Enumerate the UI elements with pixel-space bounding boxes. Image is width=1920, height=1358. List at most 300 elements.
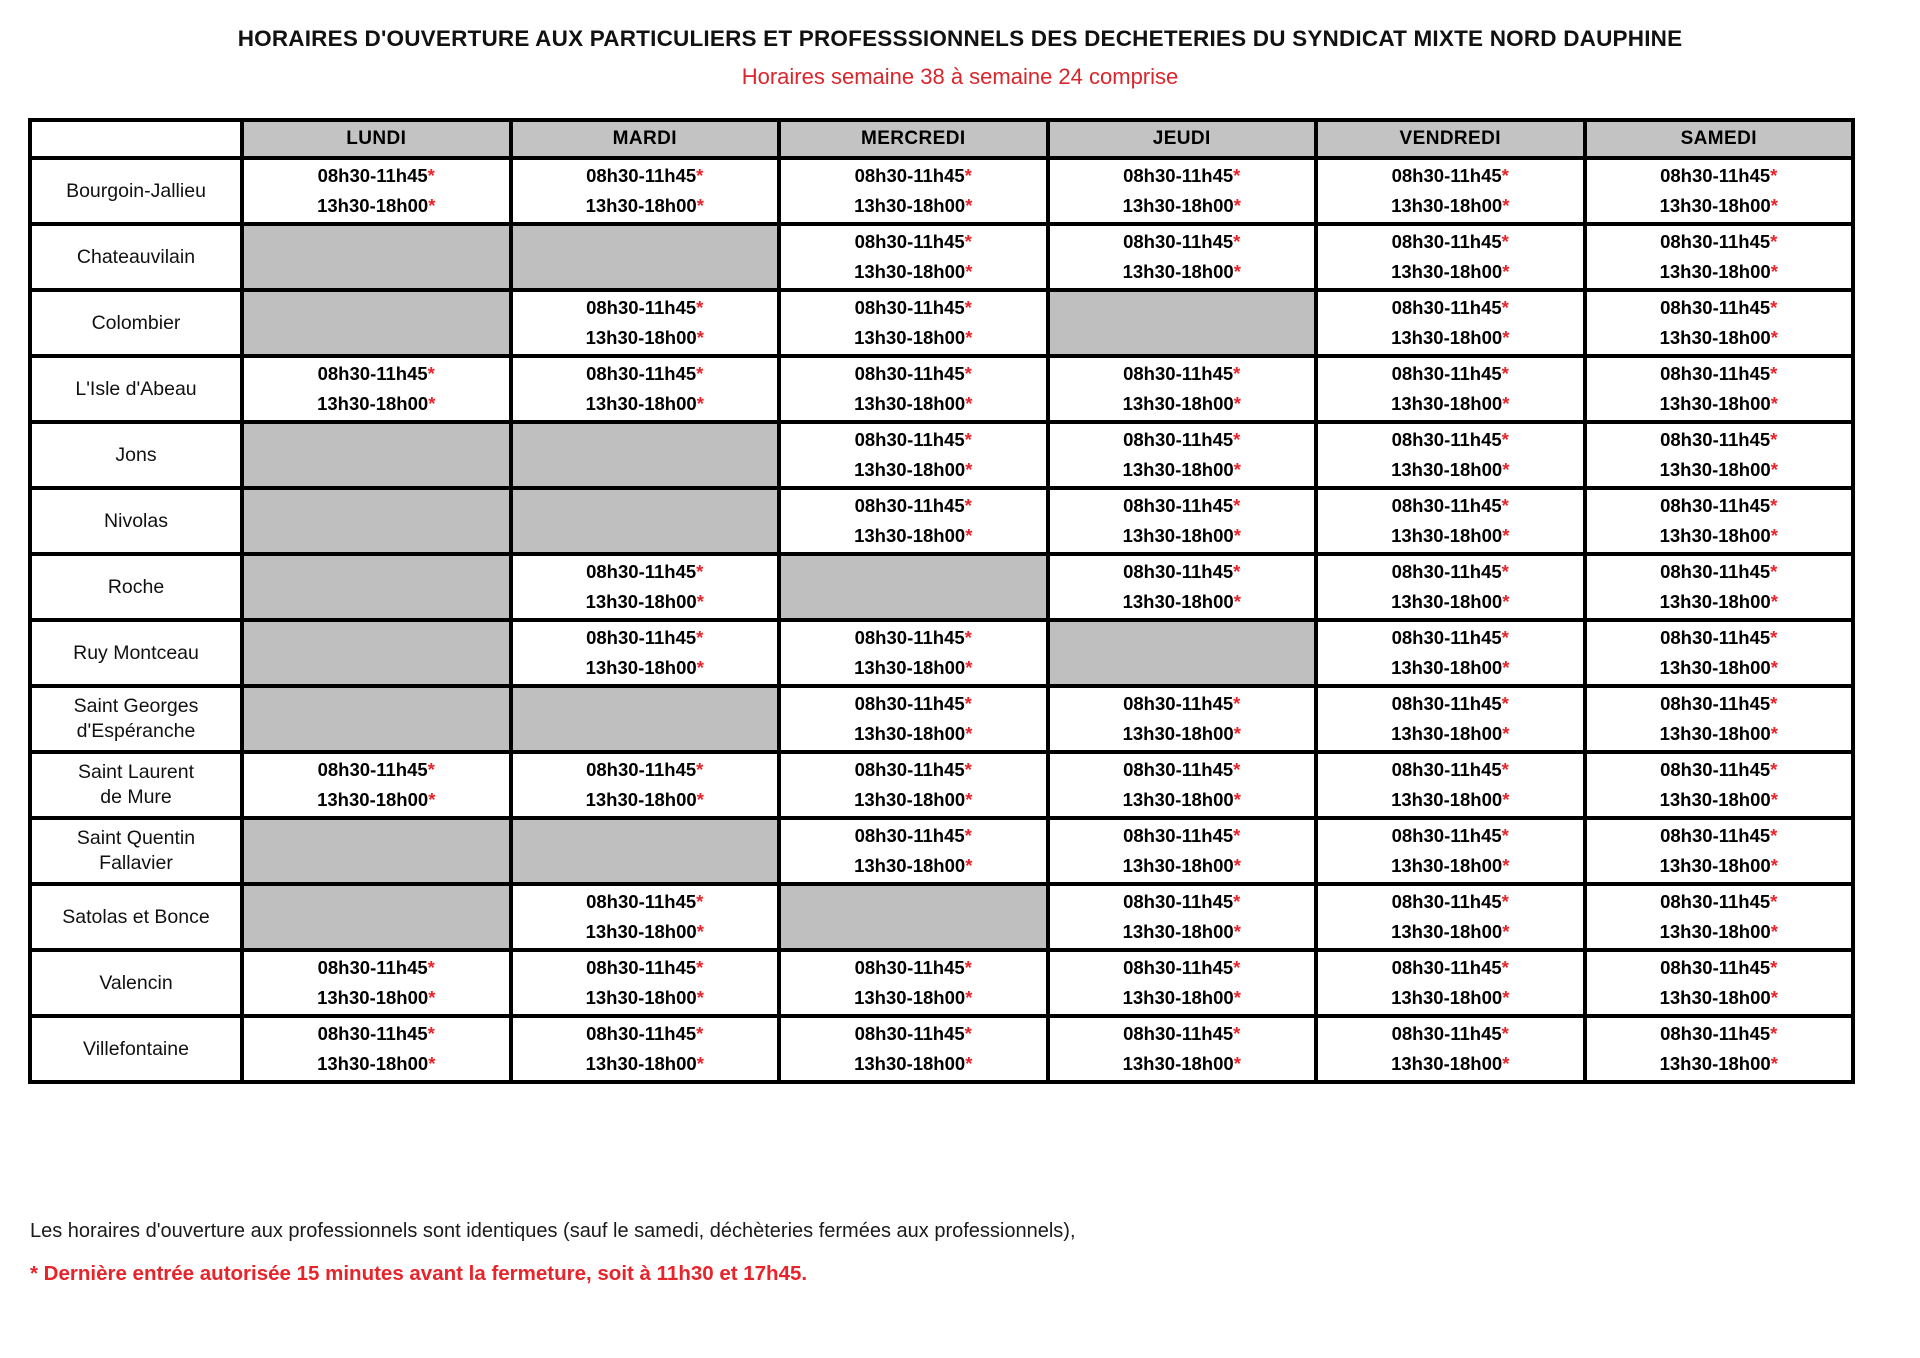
slot-afternoon-text: 13h30-18h00 [317, 393, 429, 414]
last-entry-asterisk: * [1501, 627, 1509, 649]
slot-morning-text: 08h30-11h45 [1660, 759, 1771, 781]
schedule-cell-open [1050, 160, 1315, 222]
slot-morning-text: 08h30-11h45 [1660, 495, 1771, 517]
last-entry-asterisk: * [1770, 1023, 1778, 1045]
last-entry-asterisk: * [696, 921, 704, 942]
last-entry-asterisk: * [964, 825, 972, 847]
site-name-cell [32, 754, 240, 816]
schedule-cell-closed [244, 622, 509, 684]
slot-morning-text: 08h30-11h45 [1391, 165, 1502, 187]
slot-morning [513, 887, 778, 917]
last-entry-asterisk: * [964, 957, 972, 979]
schedule-table-body [32, 160, 1851, 1080]
slot-morning-text: 08h30-11h45 [1391, 1023, 1502, 1045]
slot-afternoon [1318, 1049, 1583, 1079]
schedule-cell-open [781, 424, 1046, 486]
slot-afternoon-text: 13h30-18h00 [317, 1053, 429, 1074]
last-entry-asterisk: * [1502, 1053, 1510, 1074]
slot-morning [781, 623, 1046, 653]
schedule-cell-open [1050, 490, 1315, 552]
slot-morning [1050, 425, 1315, 455]
schedule-cell-open [1587, 820, 1852, 882]
last-entry-asterisk: * [965, 657, 973, 678]
last-entry-asterisk: * [965, 723, 973, 744]
last-entry-asterisk: * [1770, 561, 1778, 583]
last-entry-asterisk: * [427, 1023, 435, 1045]
slot-morning-text: 08h30-11h45 [1391, 297, 1502, 319]
schedule-cell-open [513, 952, 778, 1014]
slot-afternoon [1587, 521, 1852, 551]
day-header-mardi: MARDI [513, 122, 778, 156]
schedule-cell-open [781, 688, 1046, 750]
last-entry-asterisk: * [1770, 195, 1778, 216]
slot-morning [1587, 227, 1852, 257]
last-entry-asterisk: * [1233, 459, 1241, 480]
slot-morning [513, 623, 778, 653]
slot-afternoon [1050, 257, 1315, 287]
slot-morning [781, 1019, 1046, 1049]
schedule-cell-closed [513, 820, 778, 882]
slot-afternoon [513, 587, 778, 617]
last-entry-asterisk: * [1770, 891, 1778, 913]
schedule-cell-closed [244, 424, 509, 486]
last-entry-asterisk: * [1233, 393, 1241, 414]
slot-afternoon-text: 13h30-18h00 [317, 789, 429, 810]
slot-morning-text: 08h30-11h45 [586, 297, 697, 319]
schedule-cell-open [513, 622, 778, 684]
slot-morning [1587, 293, 1852, 323]
slot-afternoon-text: 13h30-18h00 [1659, 261, 1771, 282]
schedule-cell-open [513, 886, 778, 948]
slot-afternoon [1318, 521, 1583, 551]
slot-afternoon [1318, 323, 1583, 353]
slot-morning [244, 953, 509, 983]
last-entry-asterisk: * [1770, 495, 1778, 517]
table-row [32, 490, 1851, 552]
slot-morning-text: 08h30-11h45 [854, 429, 965, 451]
slot-afternoon-text: 13h30-18h00 [585, 1053, 697, 1074]
slot-morning-text: 08h30-11h45 [1391, 363, 1502, 385]
slot-afternoon-text: 13h30-18h00 [585, 987, 697, 1008]
slot-afternoon [1050, 1049, 1315, 1079]
slot-afternoon-text: 13h30-18h00 [1659, 591, 1771, 612]
site-name-cell [32, 820, 240, 882]
schedule-cell-open [1318, 292, 1583, 354]
slot-afternoon-text: 13h30-18h00 [1659, 789, 1771, 810]
day-header-mercredi: MERCREDI [781, 122, 1046, 156]
last-entry-asterisk: * [428, 195, 436, 216]
last-entry-asterisk: * [696, 195, 704, 216]
slot-morning-text: 08h30-11h45 [1391, 693, 1502, 715]
site-name-line: Jons [115, 443, 157, 466]
slot-afternoon-text: 13h30-18h00 [585, 195, 697, 216]
slot-afternoon [781, 257, 1046, 287]
schedule-cell-open [1587, 754, 1852, 816]
schedule-cell-open [1318, 556, 1583, 618]
slot-afternoon-text: 13h30-18h00 [1659, 195, 1771, 216]
slot-afternoon-text: 13h30-18h00 [1659, 657, 1771, 678]
schedule-cell-closed [244, 226, 509, 288]
slot-afternoon-text: 13h30-18h00 [1122, 921, 1234, 942]
site-name-line: L'Isle d'Abeau [75, 377, 197, 400]
last-entry-asterisk: * [428, 1053, 436, 1074]
table-row [32, 622, 1851, 684]
slot-morning [513, 953, 778, 983]
slot-afternoon [1050, 587, 1315, 617]
slot-afternoon [1050, 719, 1315, 749]
schedule-table-wrapper [28, 118, 1858, 1084]
slot-morning [1050, 227, 1315, 257]
slot-afternoon [781, 653, 1046, 683]
schedule-cell-open [1587, 556, 1852, 618]
slot-afternoon-text: 13h30-18h00 [1122, 591, 1234, 612]
table-row [32, 556, 1851, 618]
table-row [32, 820, 1851, 882]
slot-afternoon [781, 1049, 1046, 1079]
schedule-cell-closed [513, 226, 778, 288]
last-entry-asterisk: * [696, 789, 704, 810]
schedule-cell-open [781, 952, 1046, 1014]
slot-morning-text: 08h30-11h45 [854, 231, 965, 253]
slot-afternoon [781, 785, 1046, 815]
last-entry-asterisk: * [1770, 429, 1778, 451]
last-entry-asterisk: * [1233, 891, 1241, 913]
slot-morning [513, 557, 778, 587]
slot-morning [1050, 887, 1315, 917]
slot-morning [1318, 623, 1583, 653]
slot-morning-text: 08h30-11h45 [1391, 429, 1502, 451]
slot-afternoon-text: 13h30-18h00 [1391, 1053, 1503, 1074]
schedule-cell-open [781, 226, 1046, 288]
slot-morning [1587, 161, 1852, 191]
last-entry-asterisk: * [1233, 363, 1241, 385]
slot-morning [1587, 821, 1852, 851]
slot-morning-text: 08h30-11h45 [1123, 429, 1234, 451]
slot-morning [1050, 557, 1315, 587]
slot-afternoon [781, 191, 1046, 221]
last-entry-asterisk: * [1501, 759, 1509, 781]
last-entry-asterisk: * [1233, 855, 1241, 876]
slot-afternoon-text: 13h30-18h00 [1122, 1053, 1234, 1074]
page-subtitle: Horaires semaine 38 à semaine 24 comprise [741, 64, 1179, 89]
table-row [32, 754, 1851, 816]
table-row [32, 886, 1851, 948]
schedule-cell-open [1318, 688, 1583, 750]
slot-afternoon [1318, 917, 1583, 947]
last-entry-asterisk: * [1233, 591, 1241, 612]
schedule-cell-open [1050, 424, 1315, 486]
last-entry-asterisk: * [696, 627, 704, 649]
schedule-cell-open [244, 754, 509, 816]
last-entry-asterisk: * [1501, 495, 1509, 517]
slot-afternoon-text: 13h30-18h00 [1391, 987, 1503, 1008]
slot-afternoon-text: 13h30-18h00 [1391, 723, 1503, 744]
last-entry-asterisk: * [696, 363, 704, 385]
slot-morning [781, 491, 1046, 521]
schedule-cell-open [781, 820, 1046, 882]
slot-morning-text: 08h30-11h45 [1123, 165, 1234, 187]
slot-morning-text: 08h30-11h45 [317, 1023, 428, 1045]
slot-morning-text: 08h30-11h45 [1660, 891, 1771, 913]
schedule-cell-open [1587, 424, 1852, 486]
site-name-line: Bourgoin-Jallieu [66, 179, 206, 202]
slot-afternoon [1318, 719, 1583, 749]
slot-afternoon-text: 13h30-18h00 [1659, 855, 1771, 876]
slot-afternoon [1587, 323, 1852, 353]
schedule-cell-open [1050, 688, 1315, 750]
slot-morning-text: 08h30-11h45 [1391, 759, 1502, 781]
slot-morning-text: 08h30-11h45 [1123, 231, 1234, 253]
schedule-cell-open [1050, 1018, 1315, 1080]
last-entry-asterisk: * [1770, 627, 1778, 649]
slot-afternoon [1318, 983, 1583, 1013]
slot-morning [513, 1019, 778, 1049]
slot-morning-text: 08h30-11h45 [1123, 825, 1234, 847]
schedule-cell-open [1050, 820, 1315, 882]
schedule-cell-open [1050, 556, 1315, 618]
site-name-line: Roche [107, 575, 165, 598]
slot-afternoon [781, 521, 1046, 551]
slot-afternoon-text: 13h30-18h00 [585, 327, 697, 348]
last-entry-asterisk: * [1770, 591, 1778, 612]
slot-afternoon [513, 191, 778, 221]
slot-morning-text: 08h30-11h45 [586, 1023, 697, 1045]
slot-morning-text: 08h30-11h45 [1660, 297, 1771, 319]
note-professionals: Les horaires d'ouverture aux professionnels sont identiques (sauf le samedi, déchèteries fermées aux professionnels), [30, 1220, 1076, 1242]
last-entry-asterisk: * [696, 165, 704, 187]
slot-morning [1050, 491, 1315, 521]
slot-morning-text: 08h30-11h45 [317, 363, 428, 385]
slot-afternoon-text: 13h30-18h00 [1659, 723, 1771, 744]
last-entry-asterisk: * [1770, 987, 1778, 1008]
last-entry-asterisk: * [1502, 261, 1510, 282]
slot-morning-text: 08h30-11h45 [1391, 825, 1502, 847]
slot-morning-text: 08h30-11h45 [1123, 957, 1234, 979]
slot-morning-text: 08h30-11h45 [1391, 495, 1502, 517]
slot-morning-text: 08h30-11h45 [1660, 363, 1771, 385]
slot-morning [513, 755, 778, 785]
slot-afternoon [1587, 917, 1852, 947]
schedule-cell-open [1050, 358, 1315, 420]
last-entry-asterisk: * [1233, 987, 1241, 1008]
schedule-cell-closed [513, 424, 778, 486]
page-title: HORAIRES D'OUVERTURE AUX PARTICULIERS ET PROFESSSIONNELS DES DECHETERIES DU SYNDICAT MIXTE NORD DAUPHINE [237, 26, 1683, 51]
schedule-cell-open [513, 292, 778, 354]
site-name-line: Nivolas [104, 509, 168, 532]
slot-morning [1318, 425, 1583, 455]
site-name-cell [32, 424, 240, 486]
last-entry-asterisk: * [1770, 363, 1778, 385]
slot-morning [513, 293, 778, 323]
last-entry-asterisk: * [1502, 525, 1510, 546]
schedule-cell-closed [244, 688, 509, 750]
slot-morning-text: 08h30-11h45 [1123, 759, 1234, 781]
schedule-cell-open [1318, 490, 1583, 552]
slot-afternoon-text: 13h30-18h00 [854, 327, 966, 348]
day-header-vendredi: VENDREDI [1318, 122, 1583, 156]
slot-afternoon [1587, 1049, 1852, 1079]
slot-morning [1587, 557, 1852, 587]
last-entry-asterisk: * [1502, 195, 1510, 216]
schedule-cell-open [1050, 754, 1315, 816]
slot-afternoon [1587, 983, 1852, 1013]
site-name-line: d'Espéranche [76, 720, 196, 742]
slot-morning [244, 161, 509, 191]
table-row [32, 160, 1851, 222]
slot-afternoon-text: 13h30-18h00 [854, 393, 966, 414]
slot-morning [244, 755, 509, 785]
day-header-samedi: SAMEDI [1587, 122, 1852, 156]
slot-afternoon-text: 13h30-18h00 [1391, 459, 1503, 480]
last-entry-asterisk: * [1770, 525, 1778, 546]
site-name-line: Ruy Montceau [73, 641, 199, 664]
slot-afternoon-text: 13h30-18h00 [854, 789, 966, 810]
slot-afternoon [781, 851, 1046, 881]
slot-morning [781, 689, 1046, 719]
last-entry-asterisk: * [1770, 855, 1778, 876]
slot-morning-text: 08h30-11h45 [317, 165, 428, 187]
site-name-cell [32, 886, 240, 948]
slot-afternoon [1587, 257, 1852, 287]
site-name-line: Valencin [99, 971, 173, 994]
slot-morning-text: 08h30-11h45 [854, 957, 965, 979]
last-entry-asterisk: * [696, 561, 704, 583]
table-row [32, 688, 1851, 750]
last-entry-asterisk: * [1233, 561, 1241, 583]
slot-afternoon [1318, 851, 1583, 881]
slot-morning-text: 08h30-11h45 [1123, 561, 1234, 583]
schedule-cell-open [1318, 160, 1583, 222]
last-entry-asterisk: * [1502, 657, 1510, 678]
last-entry-asterisk: * [1502, 459, 1510, 480]
slot-afternoon-text: 13h30-18h00 [854, 1053, 966, 1074]
footer-notes [30, 1220, 1730, 1286]
last-entry-asterisk: * [964, 363, 972, 385]
slot-morning-text: 08h30-11h45 [1660, 957, 1771, 979]
schedule-cell-open [1318, 622, 1583, 684]
slot-morning-text: 08h30-11h45 [1660, 627, 1771, 649]
last-entry-asterisk: * [1501, 1023, 1509, 1045]
slot-afternoon-text: 13h30-18h00 [1391, 789, 1503, 810]
schedule-cell-open [1318, 952, 1583, 1014]
slot-morning [781, 755, 1046, 785]
last-entry-asterisk: * [1501, 429, 1509, 451]
schedule-cell-open [1587, 160, 1852, 222]
slot-afternoon-text: 13h30-18h00 [1391, 921, 1503, 942]
slot-afternoon [781, 389, 1046, 419]
last-entry-asterisk: * [1502, 921, 1510, 942]
last-entry-asterisk: * [1501, 561, 1509, 583]
slot-morning [1587, 359, 1852, 389]
last-entry-asterisk: * [428, 393, 436, 414]
slot-morning-text: 08h30-11h45 [1660, 561, 1771, 583]
slot-morning-text: 08h30-11h45 [854, 1023, 965, 1045]
last-entry-asterisk: * [1501, 957, 1509, 979]
slot-morning [1587, 491, 1852, 521]
last-entry-asterisk: * [427, 759, 435, 781]
last-entry-asterisk: * [964, 165, 972, 187]
slot-morning [1587, 623, 1852, 653]
last-entry-asterisk: * [1233, 429, 1241, 451]
schedule-cell-closed [244, 556, 509, 618]
slot-morning-text: 08h30-11h45 [1123, 693, 1234, 715]
last-entry-asterisk: * [427, 165, 435, 187]
slot-afternoon-text: 13h30-18h00 [1659, 921, 1771, 942]
slot-afternoon [513, 785, 778, 815]
slot-morning [244, 359, 509, 389]
slot-afternoon-text: 13h30-18h00 [585, 921, 697, 942]
schedule-cell-open [513, 754, 778, 816]
last-entry-asterisk: * [1233, 723, 1241, 744]
slot-morning-text: 08h30-11h45 [1391, 957, 1502, 979]
last-entry-asterisk: * [427, 957, 435, 979]
slot-morning [1318, 953, 1583, 983]
last-entry-asterisk: * [1770, 1053, 1778, 1074]
schedule-cell-open [1587, 688, 1852, 750]
last-entry-asterisk: * [428, 789, 436, 810]
slot-morning [1050, 1019, 1315, 1049]
schedule-cell-open [781, 160, 1046, 222]
slot-afternoon [1050, 785, 1315, 815]
slot-morning [1587, 425, 1852, 455]
slot-afternoon [1050, 455, 1315, 485]
slot-afternoon [1587, 191, 1852, 221]
last-entry-asterisk: * [1233, 261, 1241, 282]
slot-morning [513, 359, 778, 389]
slot-afternoon-text: 13h30-18h00 [1391, 525, 1503, 546]
slot-morning-text: 08h30-11h45 [1123, 363, 1234, 385]
slot-morning [1050, 689, 1315, 719]
slot-afternoon-text: 13h30-18h00 [854, 459, 966, 480]
slot-morning-text: 08h30-11h45 [1391, 231, 1502, 253]
schedule-cell-open [1318, 886, 1583, 948]
last-entry-asterisk: * [1502, 327, 1510, 348]
last-entry-asterisk: * [965, 393, 973, 414]
schedule-table-head [32, 122, 1851, 156]
last-entry-asterisk: * [696, 957, 704, 979]
last-entry-asterisk: * [696, 327, 704, 348]
schedule-cell-open [244, 1018, 509, 1080]
last-entry-asterisk: * [1233, 495, 1241, 517]
site-name-line: de Mure [100, 786, 172, 808]
slot-morning [1318, 491, 1583, 521]
slot-afternoon [244, 191, 509, 221]
slot-afternoon [244, 1049, 509, 1079]
title-block [0, 0, 1920, 90]
slot-afternoon-text: 13h30-18h00 [585, 657, 697, 678]
site-name-cell [32, 490, 240, 552]
slot-morning-text: 08h30-11h45 [317, 759, 428, 781]
slot-afternoon-text: 13h30-18h00 [1122, 261, 1234, 282]
slot-afternoon [1318, 455, 1583, 485]
last-entry-asterisk: * [1770, 657, 1778, 678]
slot-afternoon-text: 13h30-18h00 [1122, 723, 1234, 744]
slot-morning [1587, 953, 1852, 983]
slot-morning-text: 08h30-11h45 [586, 759, 697, 781]
slot-morning [1318, 359, 1583, 389]
slot-afternoon [781, 719, 1046, 749]
site-name-cell [32, 292, 240, 354]
slot-morning [781, 821, 1046, 851]
last-entry-asterisk: * [1502, 855, 1510, 876]
slot-afternoon [1587, 389, 1852, 419]
slot-morning [244, 1019, 509, 1049]
last-entry-asterisk: * [427, 363, 435, 385]
slot-morning [1050, 161, 1315, 191]
slot-morning [781, 161, 1046, 191]
schedule-cell-open [1318, 1018, 1583, 1080]
schedule-cell-open [1318, 424, 1583, 486]
